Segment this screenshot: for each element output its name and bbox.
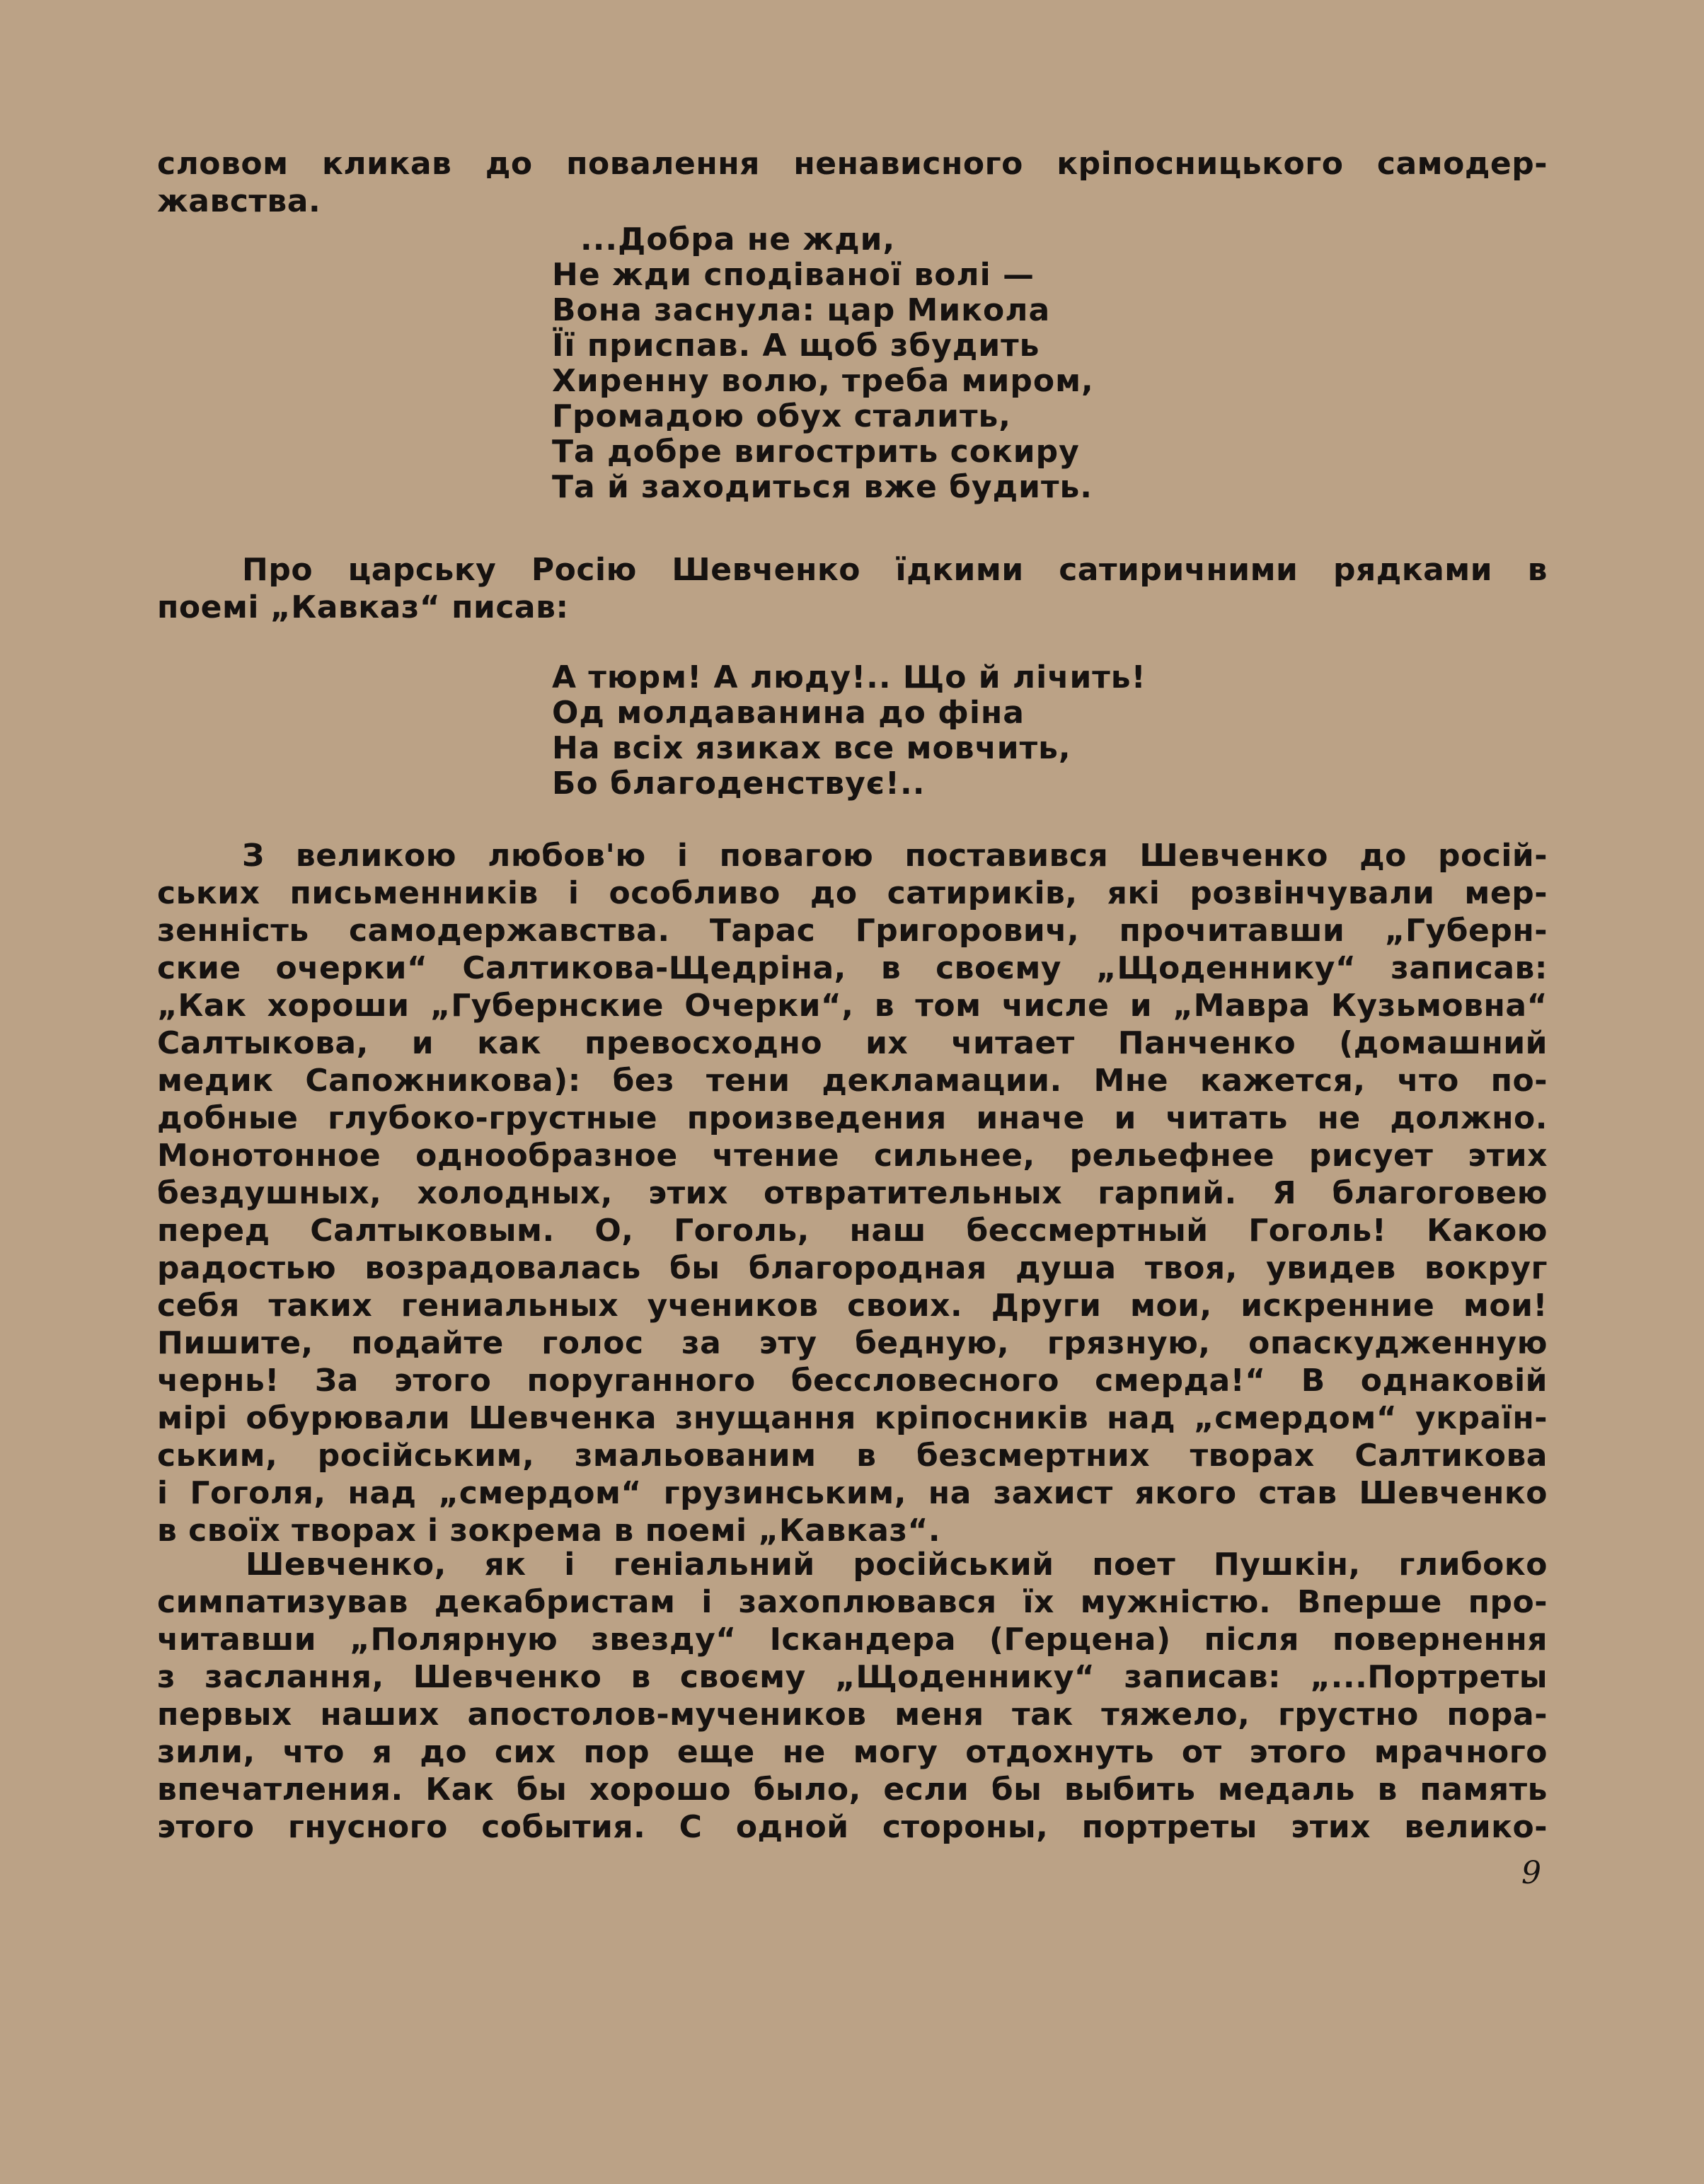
verse-line: Од молдаванина до фіна — [552, 695, 1025, 731]
text-line: з заслання, Шевченко в своєму „Щоденнику“ записав: „...Портреты — [157, 1659, 1548, 1695]
text-line: читавши „Полярную звезду“ Іскандера (Герцена) після повернення — [157, 1622, 1548, 1658]
page-number: 9 — [1521, 1855, 1541, 1891]
decembrists-paragraph — [157, 1546, 1548, 1846]
verse-line: Бо благоденствує!.. — [552, 765, 926, 802]
text-line: словом кликав до повалення ненависного кріпосницького самодер- — [157, 146, 1548, 182]
text-line: этого гнусного события. С одной стороны, портреты этих велико- — [157, 1809, 1548, 1845]
verse-line: Та добре вигострить сокиру — [552, 434, 1080, 470]
verse-line: Її приспав. А щоб збудить — [552, 328, 1040, 364]
verse-line: Та й заходиться вже будить. — [552, 469, 1093, 505]
text-line: ських письменників і особливо до сатириків, які розвінчували мер- — [157, 875, 1548, 911]
text-line: медик Сапожникова): без тени декламации. Мне кажется, что по- — [157, 1063, 1548, 1099]
text-line: „Как хороши „Губернские Очерки“, в том числе и „Мавра Кузьмовна“ — [157, 988, 1548, 1024]
text-line: жавства. — [157, 183, 321, 219]
intro-paragraph — [157, 145, 1548, 220]
text-line: мірі обурювали Шевченка знущання кріпосників над „смердом“ україн- — [157, 1400, 1548, 1436]
text-line: добные глубоко-грустные произведения иначе и читать не должно. — [157, 1100, 1548, 1136]
verse-line: А тюрм! А люду!.. Що й лічить! — [552, 659, 1146, 695]
kavkaz-paragraph — [157, 551, 1548, 626]
text-line: Монотонное однообразное чтение сильнее, рельефнее рисует этих — [157, 1138, 1548, 1174]
text-line: Шевченко, як і геніальний російський поет Пушкін, глибоко — [246, 1547, 1548, 1583]
verse-stanza-2 — [552, 660, 1146, 802]
verse-line: Громадою обух сталить, — [552, 398, 1011, 434]
text-line: чернь! За этого поруганного бессловесного смерда!“ В однаковій — [157, 1363, 1548, 1399]
text-line: ським, російським, змальованим в безсмертних творах Салтикова — [157, 1438, 1548, 1474]
text-line: в своїх творах і зокрема в поемі „Кавказ“. — [157, 1513, 941, 1549]
verse-stanza-1 — [552, 222, 1094, 505]
text-line: Пишите, подайте голос за эту бедную, грязную, опаскудженную — [157, 1325, 1548, 1361]
text-line: Салтыкова, и как превосходно их читает Панченко (домашний — [157, 1025, 1548, 1061]
text-line: бездушных, холодных, этих отвратительных гарпий. Я благоговею — [157, 1175, 1548, 1211]
text-line: ские очерки“ Салтикова-Щедріна, в своєму „Щоденнику“ записав: — [157, 950, 1548, 986]
text-line: і Гоголя, над „смердом“ грузинським, на захист якого став Шевченко — [157, 1475, 1548, 1511]
text-line: первых наших апостолов-мучеников меня так тяжело, грустно пора- — [157, 1697, 1548, 1733]
text-line: зили, что я до сих пор еще не могу отдохнуть от этого мрачного — [157, 1734, 1548, 1770]
writers-paragraph — [157, 837, 1548, 1549]
verse-line: Не жди сподіваної волі — — [552, 257, 1035, 293]
text-line: зенність самодержавства. Тарас Григорович, прочитавши „Губерн- — [157, 913, 1548, 949]
verse-line: Хиренну волю, треба миром, — [552, 363, 1094, 399]
text-line: поемі „Кавказ“ писав: — [157, 589, 569, 625]
text-line: симпатизував декабристам і захоплювався їх мужністю. Вперше про- — [157, 1584, 1548, 1620]
text-line: З великою любов'ю і повагою поставився Шевченко до росій- — [242, 838, 1548, 874]
verse-line: Вона заснула: цар Микола — [552, 292, 1051, 328]
text-line: перед Салтыковым. О, Гоголь, наш бессмертный Гоголь! Какою — [157, 1213, 1548, 1249]
text-line: себя таких гениальных учеников своих. Други мои, искренние мои! — [157, 1288, 1548, 1324]
text-line: впечатления. Как бы хорошо было, если бы выбить медаль в память — [157, 1772, 1548, 1808]
verse-line: ...Добра не жди, — [580, 221, 896, 258]
verse-line: На всіх язиках все мовчить, — [552, 730, 1071, 766]
text-line: Про царську Росію Шевченко їдкими сатиричними рядками в — [242, 552, 1548, 588]
text-line: радостью возрадовалась бы благородная душа твоя, увидев вокруг — [157, 1250, 1548, 1286]
